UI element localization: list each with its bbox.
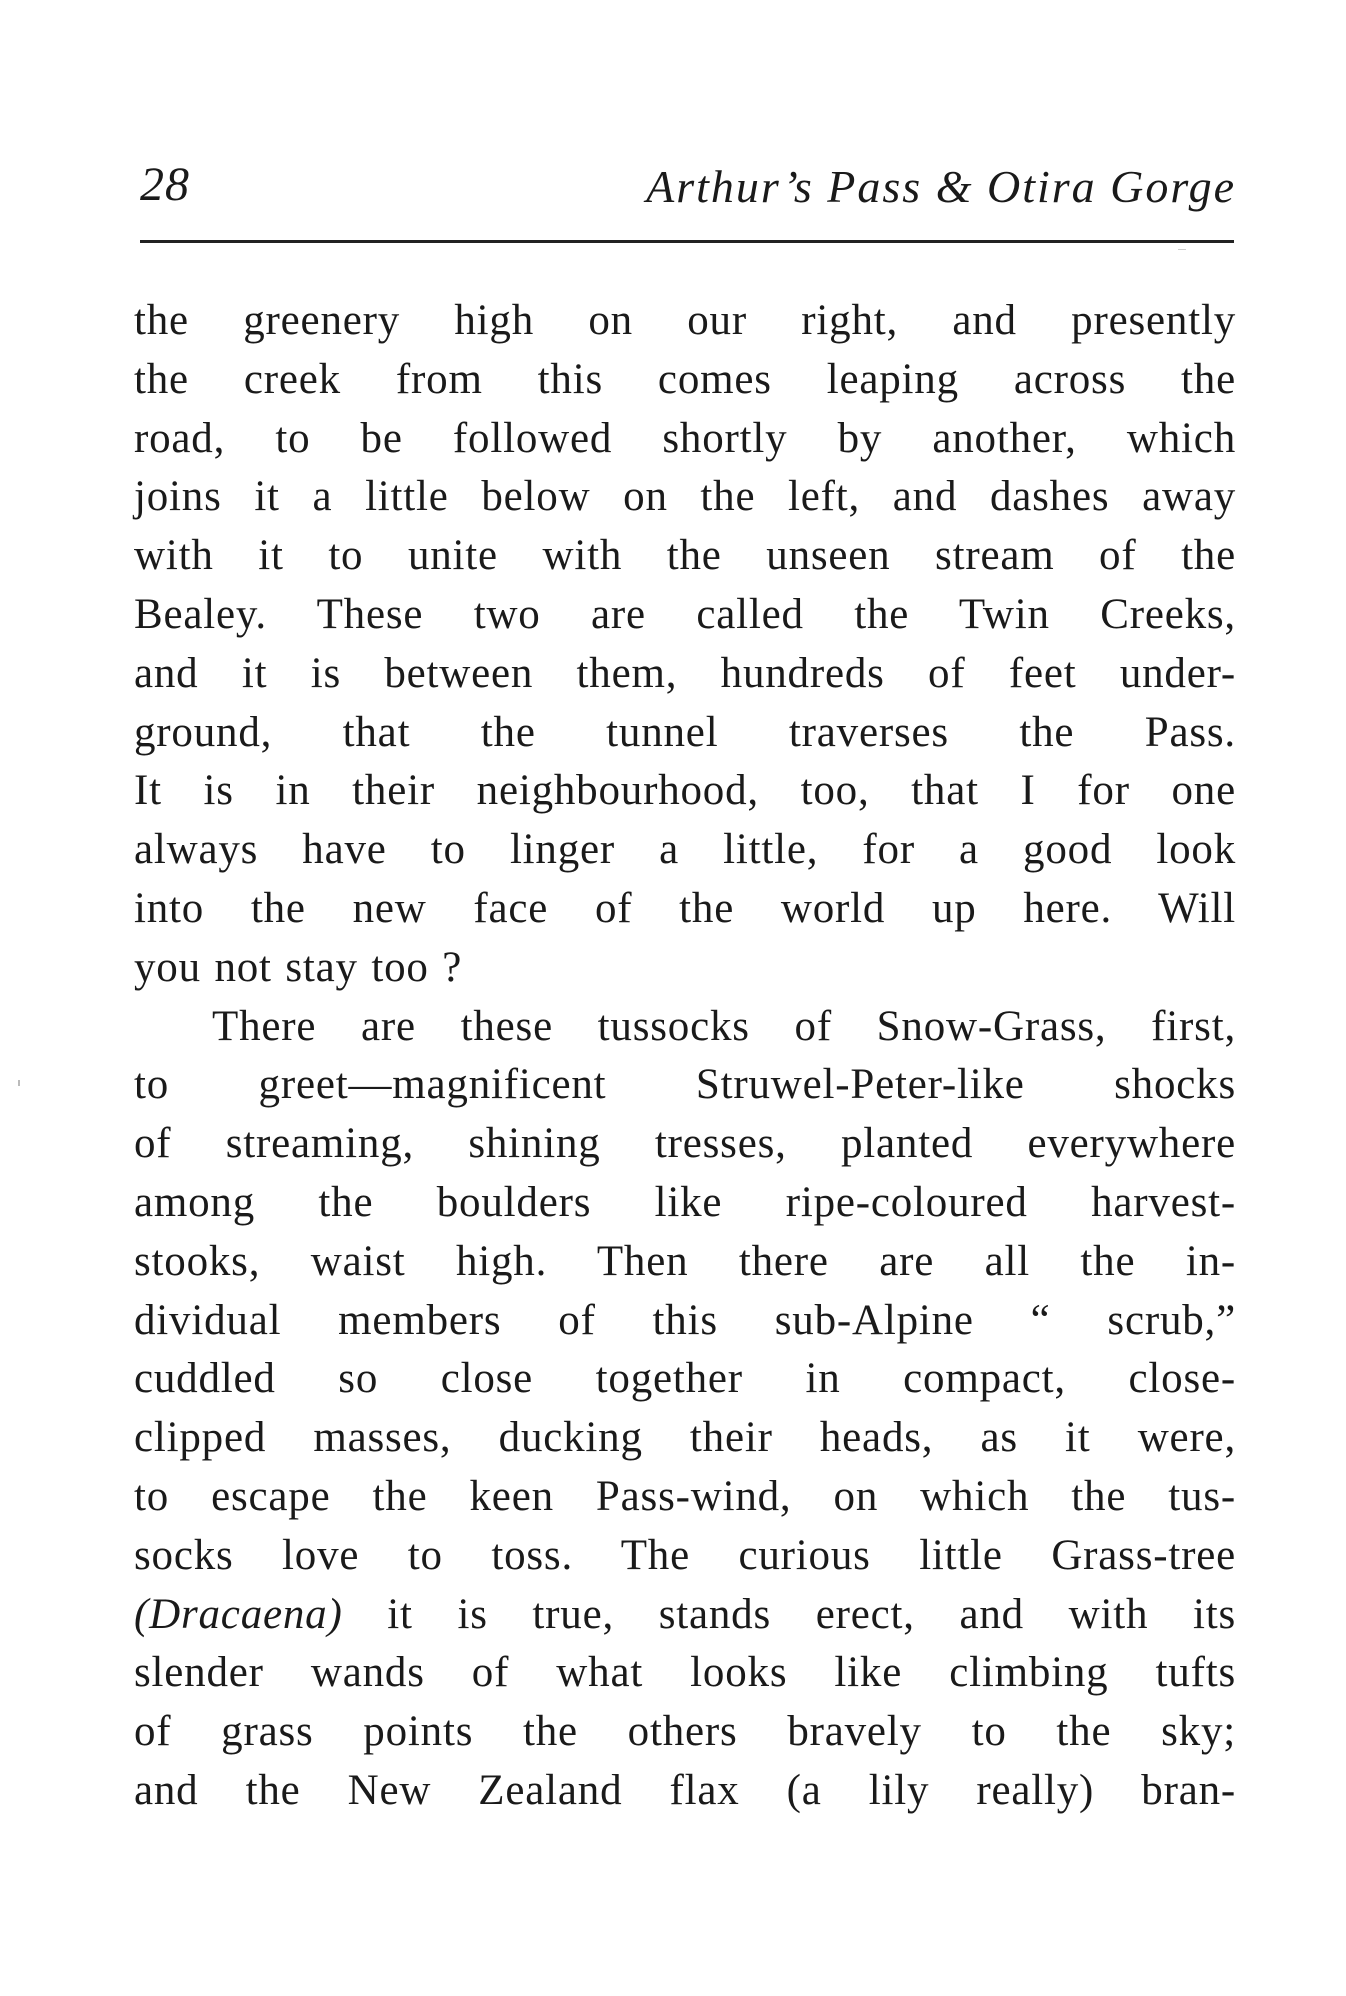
text-line: socks love to toss. The curious little Grass-tree: [134, 1531, 1236, 1579]
text-line: always have to linger a little, for a good look: [134, 826, 1236, 874]
text-line: ground, that the tunnel traverses the Pass.: [134, 708, 1236, 756]
print-speck: [1178, 249, 1186, 250]
text-line: slender wands of what looks like climbing tufts: [134, 1649, 1236, 1697]
text-line: stooks, waist high. Then there are all the in-: [134, 1237, 1236, 1285]
text-line: It is in their neighbourhood, too, that I for one: [134, 767, 1236, 815]
text-line-with-italic: [134, 1586, 1236, 1645]
text-line-paragraph-end: you not stay too ?: [134, 943, 463, 991]
page-number: 28: [140, 158, 190, 211]
text-line: the creek from this comes leaping across the: [134, 355, 1236, 403]
body-text: [134, 292, 1236, 1821]
text-line-rest: it is true, stands erect, and with its: [387, 1590, 1236, 1638]
text-line: cuddled so close together in compact, close-: [134, 1355, 1236, 1403]
text-line: Bealey. These two are called the Twin Creeks,: [134, 590, 1236, 638]
text-line: among the boulders like ripe-coloured harvest-: [134, 1178, 1236, 1226]
running-title: Arthur’s Pass & Otira Gorge: [646, 161, 1236, 212]
running-head: [140, 155, 1236, 225]
text-line: of streaming, shining tresses, planted everywhere: [134, 1120, 1236, 1168]
text-line: and the New Zealand flax (a lily really) bran-: [134, 1766, 1236, 1814]
text-line: of grass points the others bravely to the sky;: [134, 1708, 1236, 1756]
text-line: clipped masses, ducking their heads, as it were,: [134, 1414, 1236, 1462]
text-line: joins it a little below on the left, and dashes away: [134, 473, 1236, 521]
text-line: the greenery high on our right, and presently: [134, 297, 1236, 344]
text-line: to escape the keen Pass-wind, on which the tus-: [134, 1472, 1236, 1520]
text-line: into the new face of the world up here. Will: [134, 884, 1236, 932]
margin-speck: [18, 1080, 20, 1086]
text-line: and it is between them, hundreds of feet under-: [134, 649, 1236, 697]
text-line: with it to unite with the unseen stream of the: [134, 532, 1236, 580]
text-line: to greet—magnificent Struwel-Peter-like shocks: [134, 1061, 1236, 1109]
italic-term: (Dracaena): [134, 1590, 343, 1638]
text-line: dividual members of this sub-Alpine “ scrub,”: [134, 1296, 1236, 1344]
text-line-paragraph-start: There are these tussocks of Snow-Grass, first,: [212, 1002, 1236, 1050]
text-line: road, to be followed shortly by another, which: [134, 414, 1236, 462]
header-rule: [140, 240, 1234, 243]
